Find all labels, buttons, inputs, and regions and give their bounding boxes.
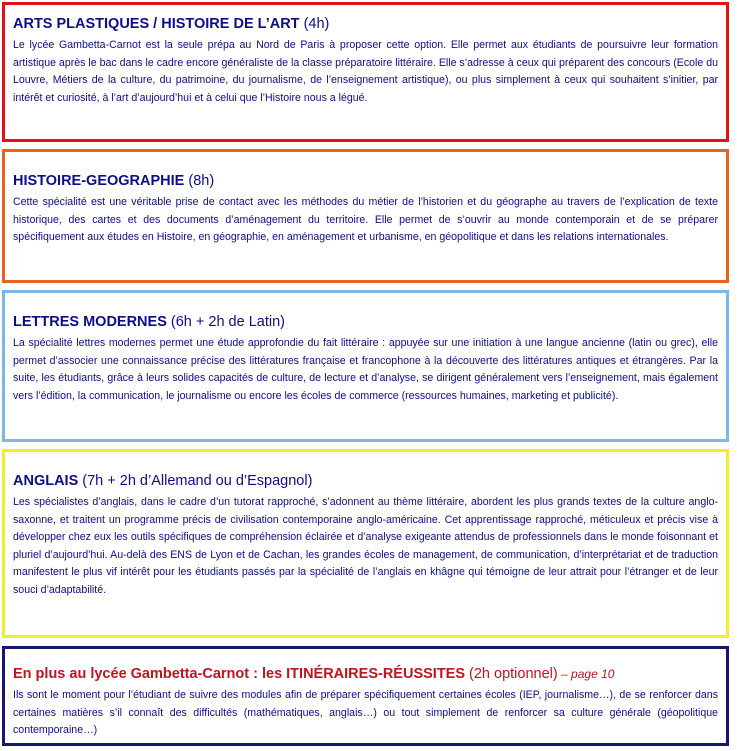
section-heading: ARTS PLASTIQUES / HISTOIRE DE L’ART (13, 16, 300, 32)
section-text: Le lycée Gambetta-Carnot est la seule prépa au Nord de Paris à proposer cette option. Elle permet aux étudiants de poursuivre leur formation artistique après le bac dans le cadre encore généraliste de la classe préparatoire littéraire. Elle s’adresse à ceux qui préparent des concours (Ecole du Louvre, Métiers de la culture, du patrimoine, du journalisme, de l’enseignement artistique), ou plus simplement à ceux qui souhaitent s’initier, par intérêt et curiosité, à l’art d’aujourd’hui et à celui que l’Histoire nous a légué. (13, 39, 718, 104)
section-title (13, 458, 718, 491)
section-text: Cette spécialité est une véritable prise de contact avec les méthodes du métier de l’historien et du géographe au travers de l’explication de texte historique, des cartes et des documents d’aménagement du territoire. Elle permet de s’ouvrir au monde contemporain et de se préparer spécifiquement aux études en Histoire, en géographie, en aménagement et urbanisme, en géopolitique et dans les relations internationales. (13, 196, 718, 244)
section-anglais (2, 449, 729, 638)
page-reference: – page 10 (557, 667, 615, 681)
section-title (13, 11, 718, 34)
section-heading: LETTRES MODERNES (13, 314, 167, 330)
section-heading: HISTOIRE-GEOGRAPHIE (13, 173, 185, 189)
section-text: Les spécialistes d’anglais, dans le cadre d’un tutorat rapproché, s’adonnent au thème littéraire, abordent les plus grands textes de la culture anglo-saxonne, et traitent un programme précis de civilisation contemporaine anglo-américaine. Cet apprentissage rapproché, méticuleux et précis vise à développer chez eux les outils spécifiques de compréhension éclairée et d’analyse exigeante attendus de professionnels dans le monde foisonnant et pluriel d’aujourd’hui. Au-delà des ENS de Lyon et de Cachan, les grandes écoles de management, de communication, d’interprétariat et de traduction manifestent le plus vif intérêt pour les étudiants passés par la spécialité de l’anglais en khâgne qui témoigne de leur attrait pour l’étranger et de leur souci d’adaptabilité. (13, 496, 718, 596)
section-hours: (8h) (184, 173, 215, 189)
section-title (13, 299, 718, 332)
section-heading: En plus au lycée Gambetta-Carnot : les ITINÉRAIRES-RÉUSSITES (13, 666, 466, 682)
section-arts-plastiques (2, 2, 729, 142)
section-hours: (2h optionnel) (465, 666, 558, 682)
section-hours: (6h + 2h de Latin) (166, 314, 285, 330)
section-lettres-modernes (2, 290, 729, 442)
section-heading: ANGLAIS (13, 473, 79, 489)
section-text: Ils sont le moment pour l’étudiant de suivre des modules afin de préparer spécifiquement certaines écoles (IEP, journalisme…), de se renforcer dans certaines matières s’il connaît des difficultés (mathématiques, anglais…) ou tout simplement de renforcer sa culture générale (géopolitique contemporaine…) (13, 689, 718, 737)
section-itineraires-reussites (2, 646, 729, 746)
section-hours: (4h) (299, 16, 330, 32)
section-text: La spécialité lettres modernes permet une étude approfondie du fait littéraire : appuyée sur une initiation à une langue ancienne (latin ou grec), elle permet d’associer une connaissance précise des littératures française et francophone à la découverte des littératures antiques et étrangères. Par la suite, les étudiants, grâce à leurs solides capacités de culture, de lecture et d’analyse, se dirigent généralement vers l’enseignement, mais également vers l’édition, la communication, le journalisme ou encore les écoles de commerce (ressources humaines, marketing et publicité). (13, 337, 718, 402)
section-histoire-geographie (2, 149, 729, 283)
section-title (13, 158, 718, 191)
section-title (13, 655, 718, 684)
section-hours: (7h + 2h d’Allemand ou d’Espagnol) (78, 473, 313, 489)
